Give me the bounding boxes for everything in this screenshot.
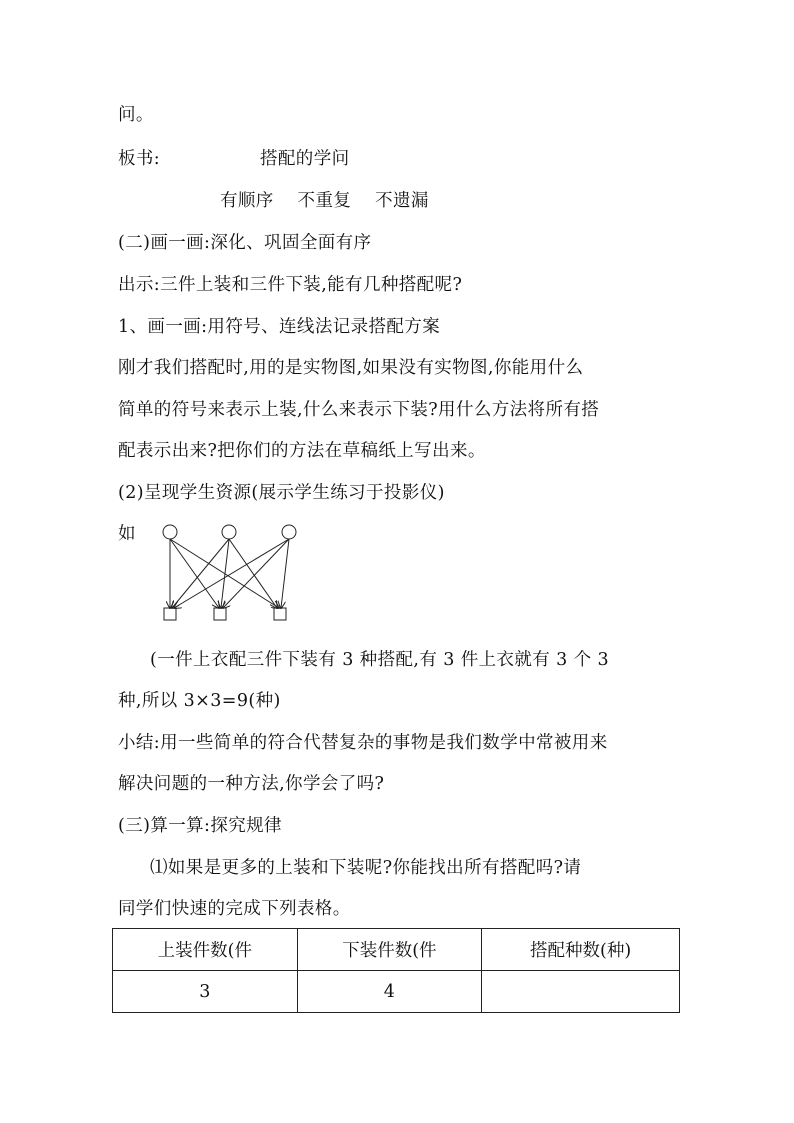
top-circle: [282, 525, 296, 539]
top-circle: [163, 525, 177, 539]
board-title: 搭配的学问: [260, 149, 350, 169]
connector-line: [223, 539, 289, 608]
table-row: [113, 971, 680, 1013]
connector-line: [174, 539, 289, 608]
table-header-cell: 搭配种数(种): [482, 929, 680, 971]
top-circle: [222, 525, 236, 539]
table-header-cell: 下装件数(件: [297, 929, 482, 971]
section-heading-2: (二)画一画:深化、巩固全面有序: [118, 233, 372, 253]
text-line: 同学们快速的完成下列表格。: [118, 899, 351, 919]
text-line: 简单的符号来表示上装,什么来表示下装?用什么方法将所有搭: [118, 400, 600, 420]
table-header-row: [113, 929, 680, 971]
example-label: 如: [118, 524, 136, 544]
data-table: [112, 928, 680, 1013]
summary-line: 小结:用一些简单的符合代替复杂的事物是我们数学中常被用来: [118, 733, 608, 753]
step-heading-1: 1、画一画:用符号、连线法记录搭配方案: [118, 317, 441, 337]
matching-diagram: [155, 520, 305, 625]
section-heading-3: (三)算一算:探究规律: [118, 816, 282, 836]
connector-line: [229, 539, 277, 608]
text-line: 出示:三件上装和三件下装,能有几种搭配呢?: [118, 275, 463, 295]
board-label: 板书:: [118, 149, 161, 169]
step-heading-2: (2)呈现学生资源(展示学生练习于投影仪): [118, 483, 445, 503]
table-cell: 4: [297, 971, 482, 1013]
bottom-square: [214, 608, 226, 620]
text-line: 刚才我们搭配时,用的是实物图,如果没有实物图,你能用什么: [118, 358, 584, 378]
connector-line: [170, 539, 219, 608]
bottom-square: [164, 608, 176, 620]
table-cell: 3: [113, 971, 298, 1013]
text-line: 配表示出来?把你们的方法在草稿纸上写出来。: [118, 441, 486, 461]
connector-line: [221, 539, 229, 608]
text-line: 种,所以 3×3=9(种): [118, 691, 281, 711]
text-line: (一件上衣配三件下装有 3 种搭配,有 3 件上衣就有 3 个 3: [150, 650, 610, 670]
bottom-square: [274, 608, 286, 620]
board-points: 有顺序 不重复 不遗漏: [220, 191, 429, 211]
text-line: ⑴如果是更多的上装和下装呢?你能找出所有搭配吗?请: [150, 858, 582, 878]
table-header-cell: 上装件数(件: [113, 929, 298, 971]
connector-line: [281, 539, 289, 608]
text-line: 问。: [118, 105, 154, 125]
summary-line: 解决问题的一种方法,你学会了吗?: [118, 774, 385, 794]
connector-line: [172, 539, 229, 608]
table-cell: [482, 971, 680, 1013]
